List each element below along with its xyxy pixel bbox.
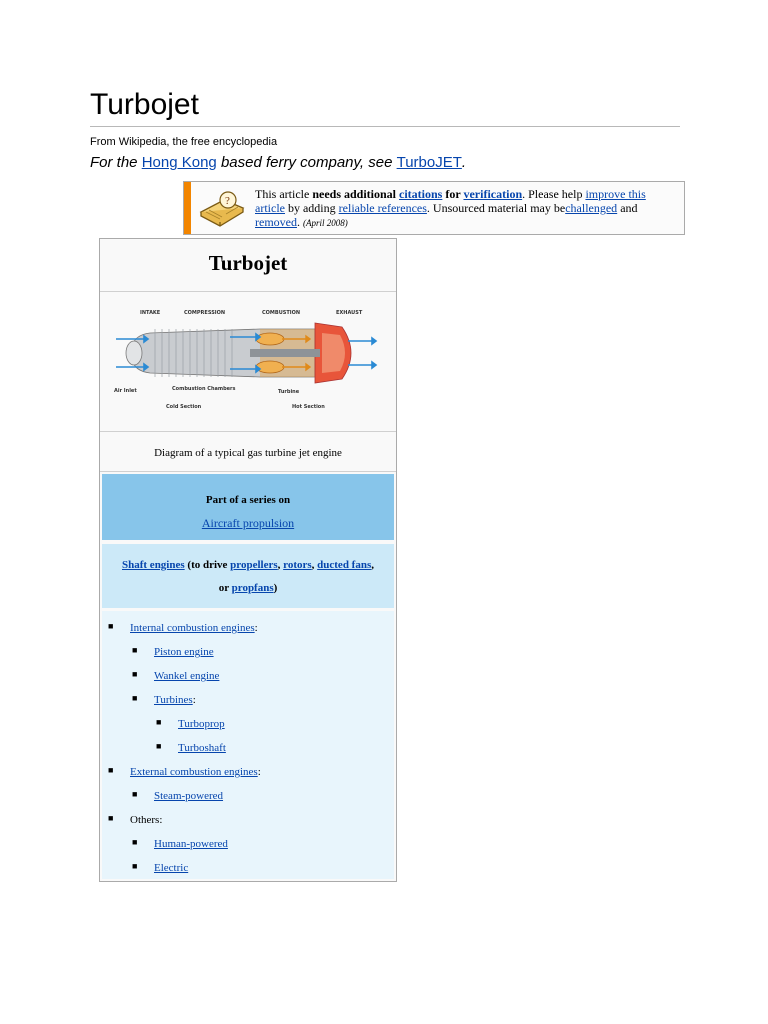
infobox-title: Turbojet — [208, 251, 288, 275]
list-item — [132, 693, 196, 706]
hatnote-middle: based ferry company, see — [220, 154, 393, 171]
bullet-icon: ■ — [108, 765, 114, 775]
improve-article-link[interactable]: improve this article — [255, 187, 646, 215]
others-label: Others: — [130, 814, 163, 826]
notice-text-3: by adding — [284, 201, 339, 215]
bullet-icon: ■ — [132, 861, 138, 871]
bullet-icon: ■ — [132, 837, 138, 847]
shaft-text-6: ) — [273, 582, 278, 594]
label-exhaust: EXHAUST — [336, 310, 363, 316]
page-title: Turbojet — [90, 88, 199, 121]
shaft-engines-section — [102, 544, 394, 608]
series-header — [102, 474, 394, 540]
jet-engine-diagram[interactable] — [110, 299, 386, 423]
svg-text:?: ? — [225, 195, 230, 207]
bullet-icon: ■ — [156, 717, 162, 727]
label-hot-section: Hot Section — [292, 404, 325, 410]
infobox-divider — [100, 291, 396, 292]
infobox-divider — [100, 431, 396, 432]
bullet-icon: ■ — [108, 621, 114, 631]
verification-link[interactable]: verification — [463, 187, 523, 201]
list-suffix: : — [192, 694, 196, 706]
label-combustion: COMBUSTION — [262, 310, 301, 316]
notice-date: (April 2008) — [302, 218, 348, 228]
list-suffix: : — [257, 766, 261, 778]
ducted-fans-link[interactable]: ducted fans — [317, 559, 372, 571]
challenged-link[interactable]: challenged — [565, 201, 618, 215]
label-compression: COMPRESSION — [184, 310, 226, 316]
shaft-text-5: or — [218, 582, 232, 594]
list-item — [132, 861, 189, 874]
removed-link[interactable]: removed — [255, 215, 297, 229]
list-item — [132, 645, 214, 658]
shaft-text-1: (to drive — [184, 559, 231, 571]
bullet-icon: ■ — [132, 669, 138, 679]
label-intake: INTAKE — [140, 310, 161, 316]
shaft-text-4: , — [371, 559, 374, 571]
citation-notice — [183, 181, 685, 235]
notice-text — [255, 187, 672, 230]
list-suffix: : — [254, 622, 258, 634]
aircraft-propulsion-link[interactable]: Aircraft propulsion — [201, 516, 295, 530]
list-item — [132, 669, 220, 682]
bullet-icon: ■ — [132, 789, 138, 799]
notice-for: for — [442, 187, 464, 201]
shaft-engines-link[interactable]: Shaft engines — [122, 559, 185, 571]
engine-type-list — [102, 611, 394, 879]
propellers-link[interactable]: propellers — [230, 559, 278, 571]
series-label: Part of a series on — [205, 494, 291, 506]
bullet-icon: ■ — [156, 741, 162, 751]
piston-engine-link[interactable]: Piston engine — [154, 646, 214, 658]
page-subtitle: From Wikipedia, the free encyclopedia — [90, 136, 278, 148]
wankel-engine-link[interactable]: Wankel engine — [154, 670, 220, 682]
label-air-inlet: Air Inlet — [114, 388, 137, 394]
list-item — [108, 621, 258, 634]
title-divider — [90, 126, 680, 127]
hatnote-suffix: . — [461, 154, 467, 171]
list-item — [132, 837, 228, 850]
external-combustion-link[interactable]: External combustion engines — [130, 766, 258, 778]
turbines-link[interactable]: Turbines — [154, 694, 193, 706]
notice-and: and — [617, 201, 638, 215]
label-cold-section: Cold Section — [166, 404, 202, 410]
bullet-icon: ■ — [132, 645, 138, 655]
infobox-divider — [100, 471, 396, 472]
notice-text-4: . Unsourced material may be — [426, 201, 566, 215]
hatnote-prefix: For the — [90, 154, 138, 171]
citations-link[interactable]: citations — [399, 187, 443, 201]
list-item — [108, 765, 261, 778]
list-item — [132, 789, 224, 802]
propfans-link[interactable]: propfans — [231, 582, 274, 594]
bullet-icon: ■ — [108, 813, 114, 823]
electric-link[interactable]: Electric — [154, 862, 189, 874]
hatnote — [90, 154, 466, 171]
turboprop-link[interactable]: Turboprop — [178, 718, 225, 730]
diagram-caption: Diagram of a typical gas turbine jet engine — [154, 447, 342, 459]
shaft-text-2: , — [277, 559, 284, 571]
list-item — [156, 717, 225, 730]
internal-combustion-link[interactable]: Internal combustion engines — [130, 622, 255, 634]
shaft-text-3: , — [311, 559, 318, 571]
infobox — [99, 238, 397, 882]
bullet-icon: ■ — [132, 693, 138, 703]
rotors-link[interactable]: rotors — [283, 559, 312, 571]
steam-powered-link[interactable]: Steam-powered — [154, 790, 224, 802]
turboshaft-link[interactable]: Turboshaft — [178, 742, 226, 754]
list-item — [156, 741, 226, 754]
turbojet-ferry-link[interactable]: TurboJET — [396, 154, 462, 171]
notice-text-2: . Please help — [522, 187, 586, 201]
notice-bar — [184, 182, 191, 234]
hong-kong-link[interactable]: Hong Kong — [141, 154, 217, 171]
list-item — [108, 813, 163, 826]
label-turbine: Turbine — [278, 389, 300, 395]
human-powered-link[interactable]: Human-powered — [154, 838, 228, 850]
notice-text-1: This article — [255, 187, 313, 201]
label-combustion-chambers: Combustion Chambers — [172, 386, 236, 392]
reliable-references-link[interactable]: reliable references — [338, 201, 427, 215]
series-link-row — [102, 516, 394, 531]
notice-period: . — [296, 215, 303, 229]
book-question-icon — [198, 188, 246, 228]
notice-needs: needs additional — [312, 187, 397, 201]
